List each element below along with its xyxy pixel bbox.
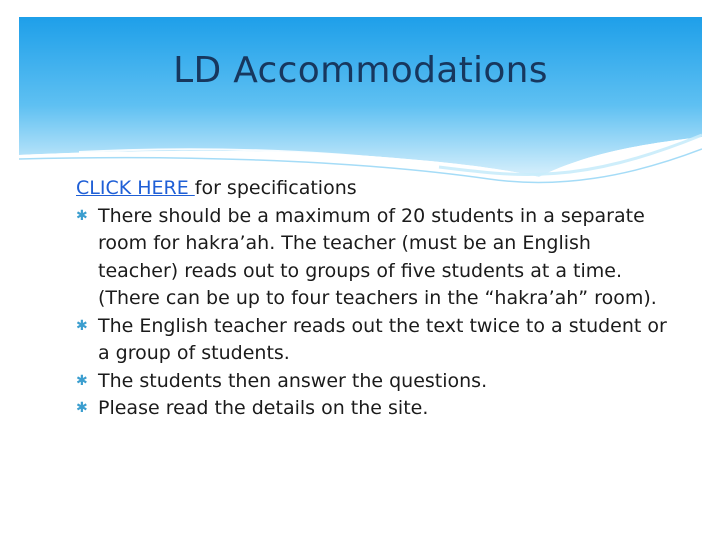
click-here-link[interactable]: CLICK HERE [76, 177, 195, 199]
bullet-list [76, 203, 676, 423]
asterisk-bullet-icon: ✱ [76, 207, 88, 224]
list-item [76, 368, 676, 396]
asterisk-bullet-icon: ✱ [76, 372, 88, 389]
bullet-text: There should be a maximum of 20 students in a separate room for hakra’ah. The teacher (must be an English teacher) reads out to groups of five students at a time. (There can be up to four teachers in the “hakra’ah” room). [98, 204, 657, 309]
bullet-text: Please read the details on the site. [98, 397, 429, 419]
slide-title: LD Accommodations [173, 50, 548, 91]
bullet-text: The students then answer the questions. [98, 369, 488, 392]
asterisk-bullet-icon: ✱ [76, 317, 88, 334]
asterisk-bullet-icon: ✱ [76, 400, 88, 416]
intro-text: for specifications [194, 177, 357, 199]
slide-body [76, 175, 676, 423]
banner-graphic [19, 17, 702, 197]
header-banner [19, 17, 702, 197]
list-item [76, 313, 676, 368]
list-item [76, 395, 676, 423]
list-item [76, 203, 676, 313]
intro-line [76, 175, 676, 203]
bullet-text: The English teacher reads out the text twice to a student or a group of students. [98, 314, 667, 364]
